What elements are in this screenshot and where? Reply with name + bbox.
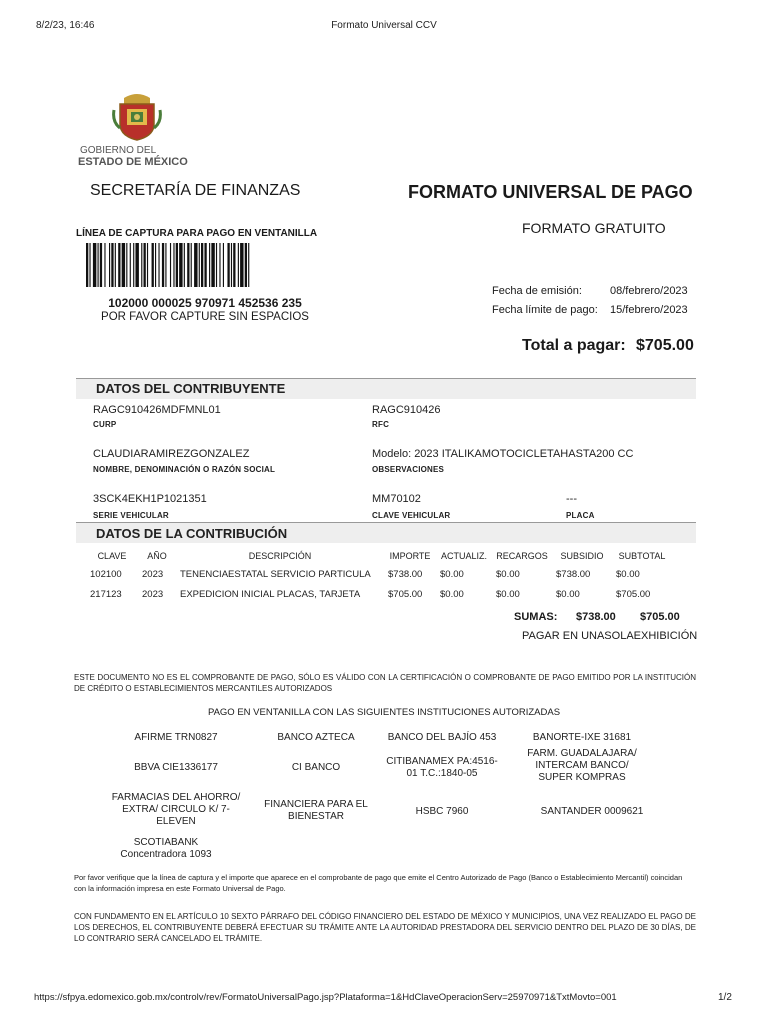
barcode-bar [141, 243, 142, 287]
fundamento-text: CON FUNDAMENTO EN EL ARTÍCULO 10 SEXTO PÁRRAFO DEL CÓDIGO FINANCIERO DEL ESTADO DE MÉXICO Y MUNICIPIOS, UNA VEZ REALIZADO EL PAGO DE LOS DERECHOS, EL CONTRIBUYENTE DEBERÁ EFECTUAR SU TRÁMITE ANTE LA AUTORIDAD PRESTADORA DEL SERVICIO DENTRO DEL PLAZO DE 30 DÍAS, DE LO CONTRARIO SERÁ CANCELADO EL TRÁMITE. [74, 912, 696, 943]
linea-captura-label: LÍNEA DE CAPTURA PARA PAGO EN VENTANILLA [76, 228, 318, 239]
cell-subtotal: $0.00 [616, 568, 640, 580]
print-title: Formato Universal CCV [331, 20, 437, 31]
barcode-bar [227, 243, 229, 287]
col-clave: CLAVE [97, 551, 127, 561]
cell-clave: 217123 [90, 588, 122, 600]
capture-note: POR FAVOR CAPTURE SIN ESPACIOS [101, 311, 309, 323]
barcode-bar [144, 243, 146, 287]
barcode-bar [162, 243, 164, 287]
barcode-bar [199, 243, 200, 287]
barcode-bar [147, 243, 148, 287]
barcode-bar [152, 243, 154, 287]
contribucion-title: DATOS DE LA CONTRIBUCIÓN [96, 526, 288, 541]
barcode-bar [179, 243, 182, 287]
institucion-citibanamex: CITIBANAMEX PA:4516-01 T.C.:1840-05 [386, 756, 498, 779]
formato-title: FORMATO UNIVERSAL DE PAGO [408, 182, 693, 202]
cell-actualiz: $0.00 [440, 568, 464, 580]
barcode-bar [201, 243, 203, 287]
secretaria-title: SECRETARÍA DE FINANZAS [90, 182, 301, 199]
print-url: https://sfpya.edomexico.gob.mx/controlv/rev/FormatoUniversalPago.jsp?Plataforma=1&HdClaveOperacionServ=25970971&TxtMovto=001 [34, 992, 617, 1003]
clave-vehicular-label: CLAVE VEHICULAR [372, 511, 451, 520]
barcode-bar [176, 243, 178, 287]
table-row [86, 564, 672, 584]
barcode-bar [98, 243, 99, 287]
institucion-azteca: BANCO AZTECA [277, 732, 355, 743]
rfc-value: RAGC910426 [372, 404, 441, 416]
limite-label: Fecha límite de pago: [492, 304, 598, 316]
placa-label: PLACA [566, 511, 595, 520]
nombre-value: CLAUDIARAMIREZGONZALEZ [93, 448, 250, 460]
coat-of-arms-icon [110, 92, 164, 142]
barcode-bar [170, 243, 171, 287]
curp-label: CURP [93, 420, 117, 429]
barcode-bar [245, 243, 247, 287]
cell-descripcion: EXPEDICION INICIAL PLACAS, TARJETA [180, 588, 361, 600]
barcode-bar [122, 243, 125, 287]
placa-value: --- [566, 493, 577, 505]
total-amount: $705.00 [636, 337, 694, 354]
serie-value: 3SCK4EKH1P1021351 [93, 493, 207, 505]
cell-anio: 2023 [142, 588, 164, 600]
barcode-bar [126, 243, 127, 287]
observaciones-label: OBSERVACIONES [372, 465, 445, 474]
col-anio: AÑO [147, 551, 167, 561]
cell-anio: 2023 [142, 568, 164, 580]
barcode-bar [233, 243, 235, 287]
institucion-cibanco: CI BANCO [291, 762, 341, 773]
barcode-bar [100, 243, 102, 287]
total-label: Total a pagar: [522, 337, 626, 354]
formato-gratuito: FORMATO GRATUITO [522, 220, 666, 236]
exhibicion-note: PAGAR EN UNASOLAEXHIBICIÓN [522, 630, 698, 642]
clave-vehicular-value: MM70102 [372, 493, 421, 505]
sumas-subsidio: $738.00 [576, 611, 616, 623]
contribucion-table [86, 548, 672, 604]
serie-label: SERIE VEHICULAR [93, 511, 169, 520]
cell-clave: 102100 [90, 568, 122, 580]
institucion-afirme: AFIRME TRN0827 [134, 732, 218, 743]
institucion-bbva: BBVA CIE1336177 [134, 762, 218, 773]
barcode-bar [165, 243, 166, 287]
col-descripcion: DESCRIPCIÓN [248, 551, 312, 561]
print-page: 1/2 [718, 992, 732, 1003]
col-actualiz: ACTUALIZ. [440, 551, 487, 561]
limite-date: 15/febrero/2023 [610, 304, 688, 316]
institucion-banorte: BANORTE-IXE 31681 [532, 732, 632, 743]
col-subsidio: SUBSIDIO [560, 551, 604, 561]
barcode-bar [187, 243, 189, 287]
col-subtotal: SUBTOTAL [618, 551, 666, 561]
cell-importe: $738.00 [388, 568, 423, 580]
barcode-bar [238, 243, 239, 287]
linea-captura-number: 102000 000025 970971 452536 235 [108, 296, 302, 310]
barcode-bar [111, 243, 113, 287]
curp-value: RAGC910426MDFMNL01 [93, 404, 221, 416]
logo-line1: GOBIERNO DEL [80, 145, 157, 156]
verify-note: Por favor verifique que la línea de captura y el importe que aparece en el comprobante de pago que emite el Centro Autorizado de Pago (Banco o Establecimiento Mercantil) coincidan con la información impresa en este Formato Universal de Pago. [74, 873, 683, 893]
institucion-santander: SANTANDER 0009621 [540, 806, 644, 817]
emision-label: Fecha de emisión: [492, 285, 582, 297]
barcode-bar [231, 243, 232, 287]
institucion-farm-guadalajara: FARM. GUADALAJARA/ INTERCAM BANCO/ SUPER KOMPRAS [527, 748, 637, 783]
barcode-bar [223, 243, 224, 287]
rfc-label: RFC [372, 420, 390, 429]
barcode-bar [135, 243, 138, 287]
cell-recargos: $0.00 [496, 568, 520, 580]
barcode-bar [248, 243, 249, 287]
barcode-bar [86, 243, 88, 287]
barcode-bar [130, 243, 131, 287]
nombre-label: NOMBRE, DENOMINACIÓN O RAZÓN SOCIAL [93, 465, 276, 474]
barcode-bar [194, 243, 197, 287]
barcode-bar [104, 243, 105, 287]
cell-subsidio: $738.00 [556, 568, 591, 580]
sumas-subtotal: $705.00 [640, 611, 680, 623]
cell-actualiz: $0.00 [440, 588, 464, 600]
barcode [86, 243, 312, 287]
barcode-bar [204, 243, 206, 287]
barcode-bar [209, 243, 210, 287]
contribuyente-title: DATOS DEL CONTRIBUYENTE [96, 381, 286, 396]
barcode-bar [118, 243, 120, 287]
barcode-bar [158, 243, 159, 287]
barcode-bar [211, 243, 214, 287]
institucion-bajio: BANCO DEL BAJÍO 453 [387, 732, 497, 743]
col-importe: IMPORTE [389, 551, 431, 561]
barcode-bar [173, 243, 174, 287]
barcode-bar [115, 243, 116, 287]
institucion-farmacias-ahorro: FARMACIAS DEL AHORRO/ EXTRA/ CIRCULO K/ 7-ELEVEN [111, 792, 241, 827]
barcode-bar [216, 243, 217, 287]
instituciones-title: PAGO EN VENTANILLA CON LAS SIGUIENTES INSTITUCIONES AUTORIZADAS [207, 707, 561, 718]
cell-descripcion: TENENCIAESTATAL SERVICIO PARTICULA [180, 568, 371, 580]
observaciones-value: Modelo: 2023 ITALIKAMOTOCICLETAHASTA200 CC [372, 448, 634, 460]
cell-subtotal: $705.00 [616, 588, 651, 600]
table-row [86, 584, 672, 604]
barcode-bar [219, 243, 220, 287]
institucion-financiera-bienestar: FINANCIERA PARA EL BIENESTAR [264, 799, 368, 822]
emision-date: 08/febrero/2023 [610, 285, 688, 297]
institucion-scotiabank: SCOTIABANK Concentradora 1093 [120, 837, 212, 860]
institucion-hsbc: HSBC 7960 [415, 806, 469, 817]
cell-importe: $705.00 [388, 588, 423, 600]
barcode-bar [89, 243, 90, 287]
cell-recargos: $0.00 [496, 588, 520, 600]
barcode-bar [184, 243, 185, 287]
barcode-bar [133, 243, 134, 287]
contribucion-table-header [86, 548, 672, 564]
barcode-bar [191, 243, 192, 287]
barcode-bar [155, 243, 156, 287]
barcode-bar [93, 243, 96, 287]
sumas-label: SUMAS: [514, 611, 558, 623]
disclaimer-text: ESTE DOCUMENTO NO ES EL COMPROBANTE DE PAGO, SÓLO ES VÁLIDO CON LA CERTIFICACIÓN O COMPROBANTE DE PAGO EMITIDO POR LA INSTITUCIÓN DE CRÉDITO O ESTABLECIMIENTOS MERCANTILES AUTORIZADOS [74, 673, 696, 693]
cell-subsidio: $0.00 [556, 588, 580, 600]
barcode-bar [240, 243, 243, 287]
print-datetime: 8/2/23, 16:46 [36, 20, 95, 31]
logo-line2: ESTADO DE MÉXICO [78, 156, 188, 168]
col-recargos: RECARGOS [496, 551, 548, 561]
barcode-bar [109, 243, 110, 287]
